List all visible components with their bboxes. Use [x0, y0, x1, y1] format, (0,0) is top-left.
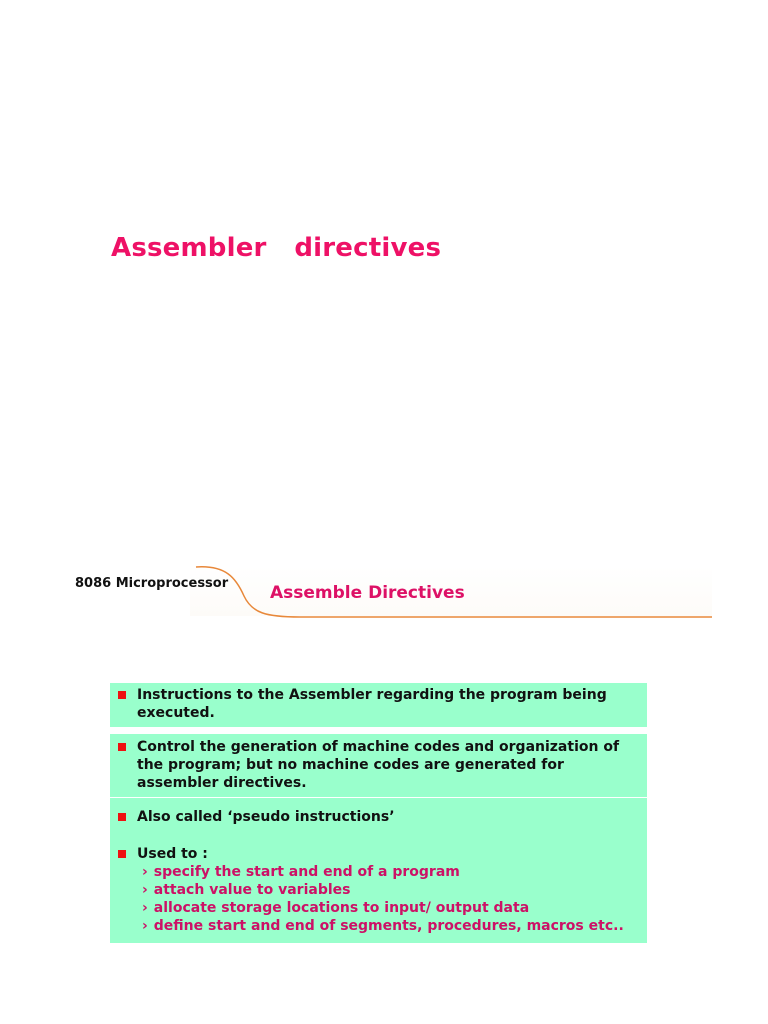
course-label: 8086 Microprocessor — [75, 576, 229, 591]
list-item: › attach value to variables — [142, 882, 351, 898]
point-text: Control the generation of machine codes and organization of the program; but no machine codes are generated for assembler directives. — [137, 739, 620, 791]
chevron-right-icon: › — [142, 918, 148, 934]
point-item — [110, 686, 647, 722]
point-item — [110, 738, 647, 792]
point-text: Instructions to the Assembler regarding the program being executed. — [137, 687, 607, 721]
list-item: › allocate storage locations to input/ output data — [142, 900, 530, 916]
slide-title: Assembler directives — [111, 233, 442, 263]
point-text: Used to : — [137, 846, 208, 862]
point-text: Also called ‘pseudo instructions’ — [137, 809, 395, 825]
bullet-square-icon — [118, 850, 126, 858]
uses-list — [137, 863, 647, 935]
list-item: › define start and end of segments, procedures, macros etc.. — [142, 918, 624, 934]
point-box — [110, 734, 647, 797]
point-box — [110, 798, 647, 943]
chevron-right-icon: › — [142, 864, 148, 880]
list-item: › specify the start and end of a program — [142, 864, 460, 880]
bullet-square-icon — [118, 691, 126, 699]
point-item — [110, 845, 647, 935]
bullet-square-icon — [118, 813, 126, 821]
chevron-right-icon: › — [142, 882, 148, 898]
point-box — [110, 683, 647, 727]
point-item — [110, 808, 647, 826]
bullet-square-icon — [118, 743, 126, 751]
section-title: Assemble Directives — [270, 583, 465, 603]
chevron-right-icon: › — [142, 900, 148, 916]
